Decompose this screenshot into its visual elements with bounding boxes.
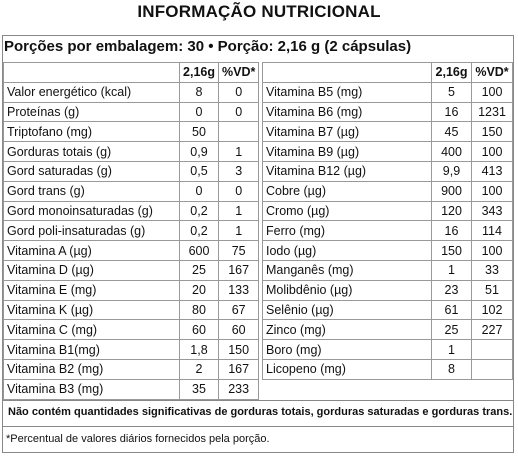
label-title: INFORMAÇÃO NUTRICIONAL [137,2,381,21]
nutrient-name: Manganês (mg) [263,260,432,280]
table-row [4,142,259,162]
table-row [263,260,513,280]
nutrient-name: Triptofano (mg) [4,122,180,142]
header-vd: %VD* [219,63,259,83]
nutrient-vd: 167 [219,260,259,280]
table-row [4,201,259,221]
nutrient-amount: 0,2 [180,201,219,221]
nutrient-vd: 233 [219,379,259,399]
table-row [4,221,259,241]
table-row [263,201,513,221]
nutrient-amount: 60 [180,320,219,340]
nutrient-amount: 35 [180,379,219,399]
nutrient-name: Gord monoinsaturadas (g) [4,201,180,221]
table-header-row [263,63,513,83]
nutrient-amount: 150 [432,241,472,261]
nutrient-name: Vitamina A (µg) [4,241,180,261]
table-row [263,320,513,340]
nutrient-amount: 5 [432,82,472,102]
nutrient-vd: 343 [472,201,513,221]
nutrient-name: Molibdênio (µg) [263,280,432,300]
nutrient-vd: 133 [219,280,259,300]
table-row [263,102,513,122]
nutrient-name: Vitamina B3 (mg) [4,379,180,399]
nutrient-vd: 100 [472,181,513,201]
nutrient-vd: 114 [472,221,513,241]
nutrient-vd: 1 [219,221,259,241]
nutrient-name: Cobre (µg) [263,181,432,201]
nutrient-amount: 0 [180,102,219,122]
divider [3,426,513,427]
nutrient-name: Vitamina B1(mg) [4,340,180,360]
nutrient-vd: 33 [472,260,513,280]
nutrient-vd [472,359,513,379]
nutrient-vd: 0 [219,181,259,201]
nutrient-name: Vitamina B2 (mg) [4,359,180,379]
table-row [263,161,513,181]
table-row [4,102,259,122]
nutrient-amount: 600 [180,241,219,261]
nutrient-name: Zinco (mg) [263,320,432,340]
nutrient-amount: 9,9 [432,161,472,181]
table-row [263,142,513,162]
footnote-vd: *Percentual de valores diários fornecidos pela porção. [6,433,270,445]
table-row [263,280,513,300]
nutrient-vd: 100 [472,82,513,102]
table-row [263,241,513,261]
nutrient-vd [219,122,259,142]
nutrition-table-left [3,62,259,400]
nutrient-amount: 0,9 [180,142,219,162]
table-row [263,122,513,142]
header-amount: 2,16g [432,63,472,83]
nutrient-vd: 227 [472,320,513,340]
table-row [4,320,259,340]
nutrient-name: Gord poli-insaturadas (g) [4,221,180,241]
divider [3,400,513,401]
table-row [4,82,259,102]
nutrient-name: Vitamina B7 (µg) [263,122,432,142]
nutrient-name: Vitamina B9 (µg) [263,142,432,162]
nutrient-amount: 0 [180,181,219,201]
nutrient-name: Vitamina B5 (mg) [263,82,432,102]
nutrient-vd: 100 [472,142,513,162]
nutrient-vd: 1231 [472,102,513,122]
nutrient-name: Gord trans (g) [4,181,180,201]
nutrient-name: Ferro (mg) [263,221,432,241]
nutrient-vd: 413 [472,161,513,181]
nutrient-name: Proteínas (g) [4,102,180,122]
table-row [4,122,259,142]
nutrient-vd: 100 [472,241,513,261]
portion-info: Porções por embalagem: 30 • Porção: 2,16 g (2 cápsulas) [4,38,412,55]
nutrient-amount: 20 [180,280,219,300]
header-vd: %VD* [472,63,513,83]
nutrient-amount: 23 [432,280,472,300]
nutrient-amount: 1 [432,260,472,280]
nutrient-vd: 3 [219,161,259,181]
nutrient-amount: 8 [180,82,219,102]
nutrient-amount: 1,8 [180,340,219,360]
nutrient-vd: 67 [219,300,259,320]
nutrient-name: Cromo (µg) [263,201,432,221]
header-amount: 2,16g [180,63,219,83]
table-row [4,359,259,379]
nutrient-amount: 900 [432,181,472,201]
nutrient-name: Valor energético (kcal) [4,82,180,102]
nutrient-name: Selênio (µg) [263,300,432,320]
nutrient-amount: 1 [432,340,472,360]
nutrient-name: Vitamina D (µg) [4,260,180,280]
nutrient-vd: 0 [219,82,259,102]
nutrient-name: Gord saturadas (g) [4,161,180,181]
nutrient-amount: 16 [432,221,472,241]
nutrient-amount: 80 [180,300,219,320]
nutrient-vd: 150 [472,122,513,142]
nutrient-name: Vitamina C (mg) [4,320,180,340]
nutrient-amount: 0,2 [180,221,219,241]
nutrition-table-right [262,62,513,380]
nutrient-name: Licopeno (mg) [263,359,432,379]
nutrient-amount: 400 [432,142,472,162]
nutrient-vd: 1 [219,142,259,162]
nutrient-name: Gorduras totais (g) [4,142,180,162]
footnote-no-significant: Não contém quantidades significativas de gorduras totais, gorduras saturadas e gorduras trans. [8,406,513,418]
nutrient-amount: 25 [180,260,219,280]
nutrient-vd: 102 [472,300,513,320]
table-row [4,300,259,320]
header-blank [4,63,180,83]
nutrient-vd: 51 [472,280,513,300]
table-row [263,181,513,201]
nutrient-amount: 16 [432,102,472,122]
nutrient-name: Boro (mg) [263,340,432,360]
nutrient-vd: 60 [219,320,259,340]
table-row [263,300,513,320]
nutrient-vd: 75 [219,241,259,261]
table-row [263,359,513,379]
nutrient-vd: 1 [219,201,259,221]
nutrient-amount: 25 [432,320,472,340]
nutrient-name: Vitamina B12 (µg) [263,161,432,181]
table-row [4,340,259,360]
nutrient-name: Iodo (µg) [263,241,432,261]
table-row [4,260,259,280]
nutrient-name: Vitamina B6 (mg) [263,102,432,122]
table-row [4,280,259,300]
nutrient-vd: 167 [219,359,259,379]
table-row [4,181,259,201]
nutrient-name: Vitamina K (µg) [4,300,180,320]
nutrient-amount: 45 [432,122,472,142]
table-row [4,379,259,399]
header-blank [263,63,432,83]
nutrient-name: Vitamina E (mg) [4,280,180,300]
nutrient-vd [472,340,513,360]
nutrient-amount: 8 [432,359,472,379]
nutrient-amount: 0,5 [180,161,219,181]
table-row [263,221,513,241]
nutrient-vd: 0 [219,102,259,122]
nutrient-amount: 120 [432,201,472,221]
nutrient-amount: 50 [180,122,219,142]
table-row [4,161,259,181]
table-row [4,241,259,261]
nutrient-vd: 150 [219,340,259,360]
nutrient-amount: 61 [432,300,472,320]
table-row [263,82,513,102]
nutrient-amount: 2 [180,359,219,379]
table-row [263,340,513,360]
table-header-row [4,63,259,83]
